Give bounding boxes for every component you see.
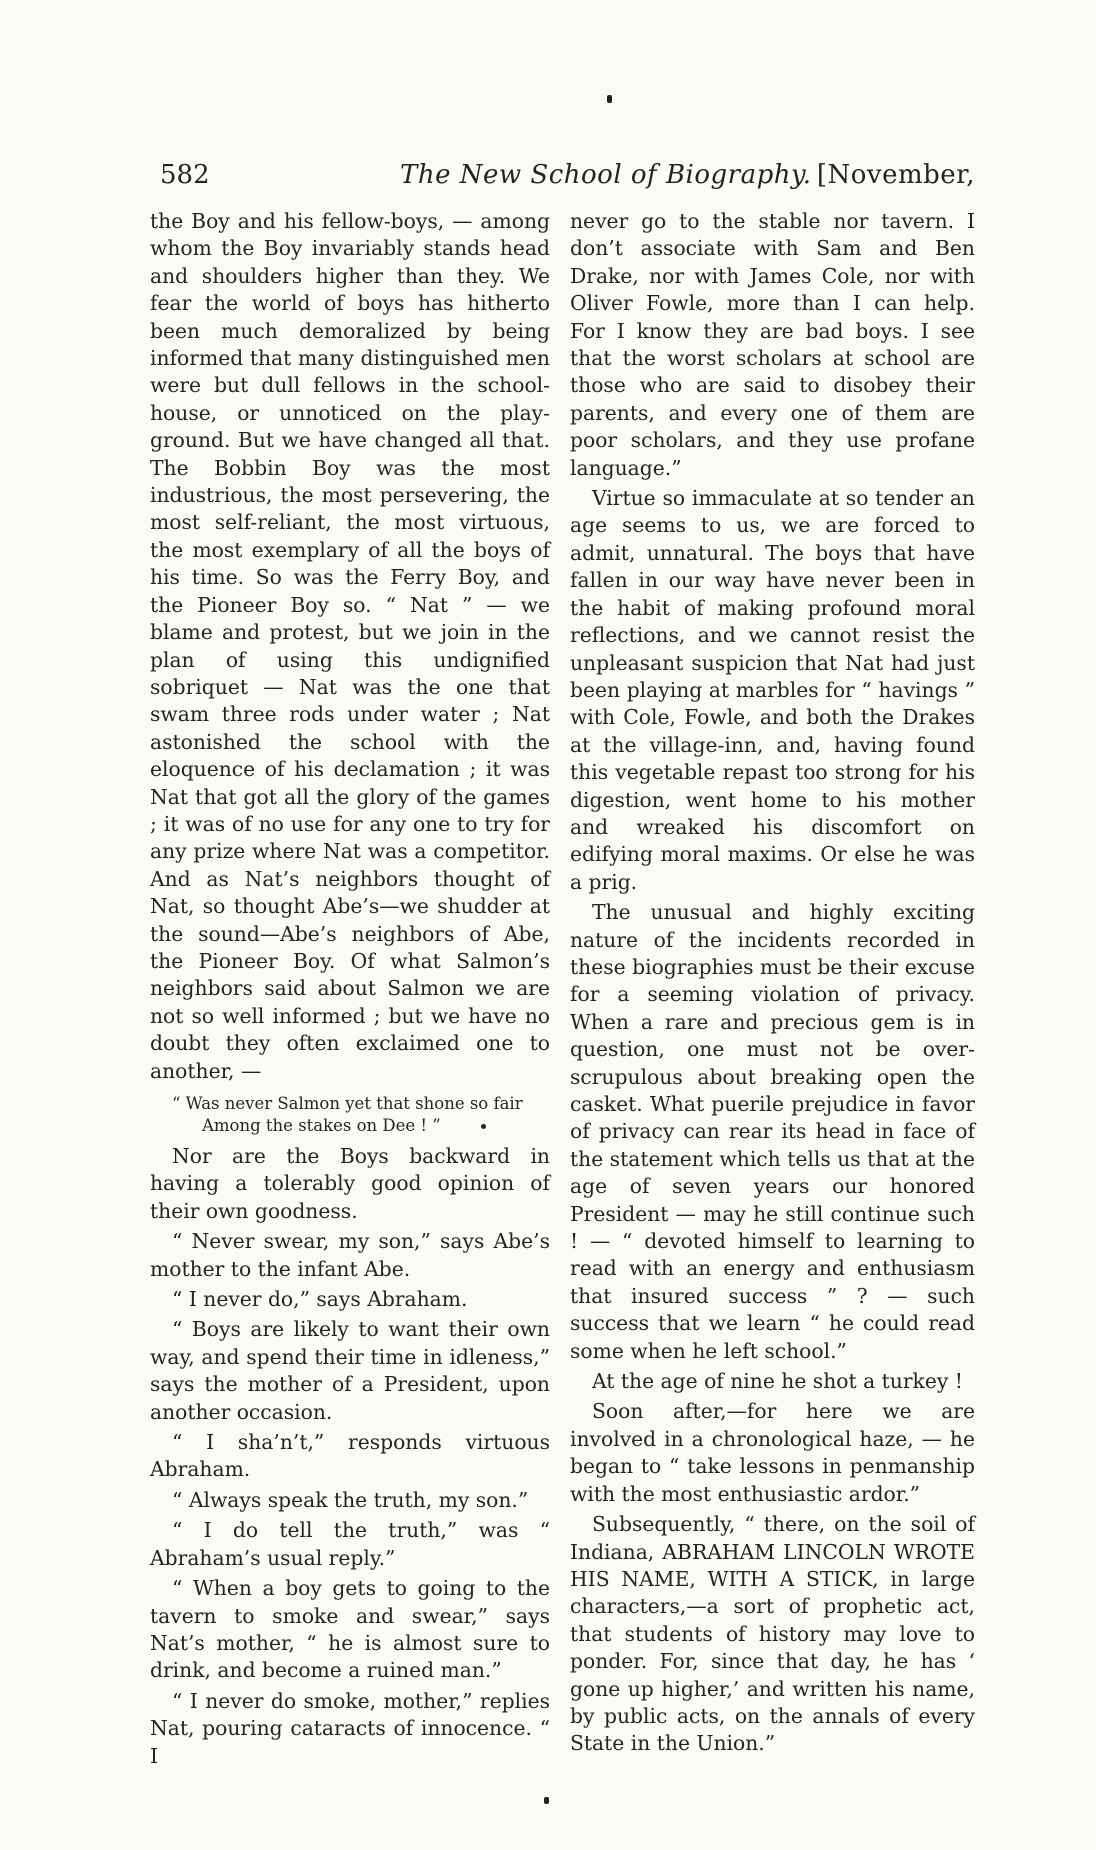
running-month: [November, [816, 160, 975, 190]
left-column [150, 208, 550, 1770]
paragraph: never go to the stable nor tavern. I don’t associate with Sam and Ben Drake, nor with James Cole, nor with Oliver Fowle, more than I can help. For I know they are bad boys. I see that the worst scholars at school are those who are said to disobey their parents, and every one of them are poor scholars, and they use profane language.” [570, 209, 975, 480]
paragraph: “ Never swear, my son,” says Abe’s mother to the infant Abe. [150, 1229, 550, 1281]
verse-line-text: Among the stakes on Dee ! ” [202, 1116, 441, 1135]
paragraph: Soon after,—for here we are involved in a chronological haze, — he began to “ take lessons in penmanship with the most enthusiastic ardor.” [570, 1399, 975, 1506]
paragraph: “ Boys are likely to want their own way, and spend their time in idleness,” says the mother of a President, upon another occasion. [150, 1317, 550, 1424]
running-header [160, 160, 975, 196]
verse-quote [150, 1093, 550, 1137]
paragraph: “ Always speak the truth, my son.” [172, 1487, 529, 1512]
running-title: The New School of Biography. [400, 160, 812, 190]
paragraph: “ I never do,” says Abraham. [172, 1287, 468, 1312]
paragraph: “ When a boy gets to going to the tavern to smoke and swear,” says Nat’s mother, “ he is almost sure to drink, and become a ruined man.” [150, 1576, 550, 1683]
verse-line: “ Was never Salmon yet that shone so fair [172, 1094, 523, 1113]
paragraph: “ I sha’n’t,” responds virtuous Abraham. [150, 1430, 550, 1482]
ink-mark-bottom [544, 1797, 549, 1804]
right-column [570, 208, 975, 1758]
paragraph: Subsequently, “ there, on the soil of Indiana, ABRAHAM LINCOLN WROTE HIS NAME, WITH A STICK, in large characters,—a sort of prophetic act, that students of history may love to ponder. For, since that day, he has ‘ gone up higher,’ and written his name, by public acts, on the annals of every State in the Union.” [570, 1512, 975, 1756]
verse-line [150, 1115, 550, 1137]
paragraph: At the age of nine he shot a turkey ! [592, 1369, 963, 1394]
paragraph: “ I never do smoke, mother,” replies Nat, pouring cataracts of innocence. “ I [150, 1688, 550, 1768]
paragraph: Virtue so immaculate at so tender an age seems to us, we are forced to admit, unnatural. The boys that have fallen in our way have never been in the habit of making profound moral reflections, and we cannot resist the unpleasant suspicion that Nat had just been playing at marbles for “ havings ” with Cole, Fowle, and both the Drakes at the village-inn, and, having found this vegetable repast too strong for his digestion, went home to his mother and wreaked his discomfort on edifying moral maxims. Or else he was a prig. [570, 486, 975, 894]
ink-mark-top [607, 95, 612, 103]
ink-mark [481, 1124, 486, 1129]
paragraph: Nor are the Boys backward in having a tolerably good opinion of their own goodness. [150, 1144, 550, 1223]
paragraph: “ I do tell the truth,” was “ Abraham’s usual reply.” [150, 1518, 550, 1570]
paragraph: the Boy and his fellow-boys, — among whom the Boy invariably stands head and shoulders higher than they. We fear the world of boys has hitherto been much demoralized by being informed that many distinguished men were but dull fellows in the school-house, or unnoticed on the play-ground. But we have changed all that. The Bobbin Boy was the most industrious, the most persevering, the most self-reliant, the most virtuous, the most exemplary of all the boys of his time. So was the Ferry Boy, and the Pioneer Boy so. “ Nat ” — we blame and protest, but we join in the plan of using this undignified sobriquet — Nat was the one that swam three rods under water ; Nat astonished the school with the eloquence of his declamation ; it was Nat that got all the glory of the games ; it was of no use for any one to try for any prize where Nat was a competitor. And as Nat’s neighbors thought of Nat, so thought Abe’s—we shudder at the sound—Abe’s neighbors of Abe, the Pioneer Boy. Of what Salmon’s neighbors said about Salmon we are not so well informed ; but we have no doubt they often exclaimed one to another, — [150, 209, 550, 1083]
paragraph: The unusual and highly exciting nature of the incidents recorded in these biographies must be their excuse for a seeming violation of privacy. When a rare and precious gem is in question, one must not be over-scrupulous about breaking open the casket. What puerile prejudice in favor of privacy can rear its head in face of the statement which tells us that at the age of seven years our honored President — may he still continue such ! — “ devoted himself to learning to read with an energy and enthusiasm that insured success ” ? — such success that we learn “ he could read some when he left school.” [570, 900, 975, 1363]
page-number: 582 [160, 160, 210, 190]
